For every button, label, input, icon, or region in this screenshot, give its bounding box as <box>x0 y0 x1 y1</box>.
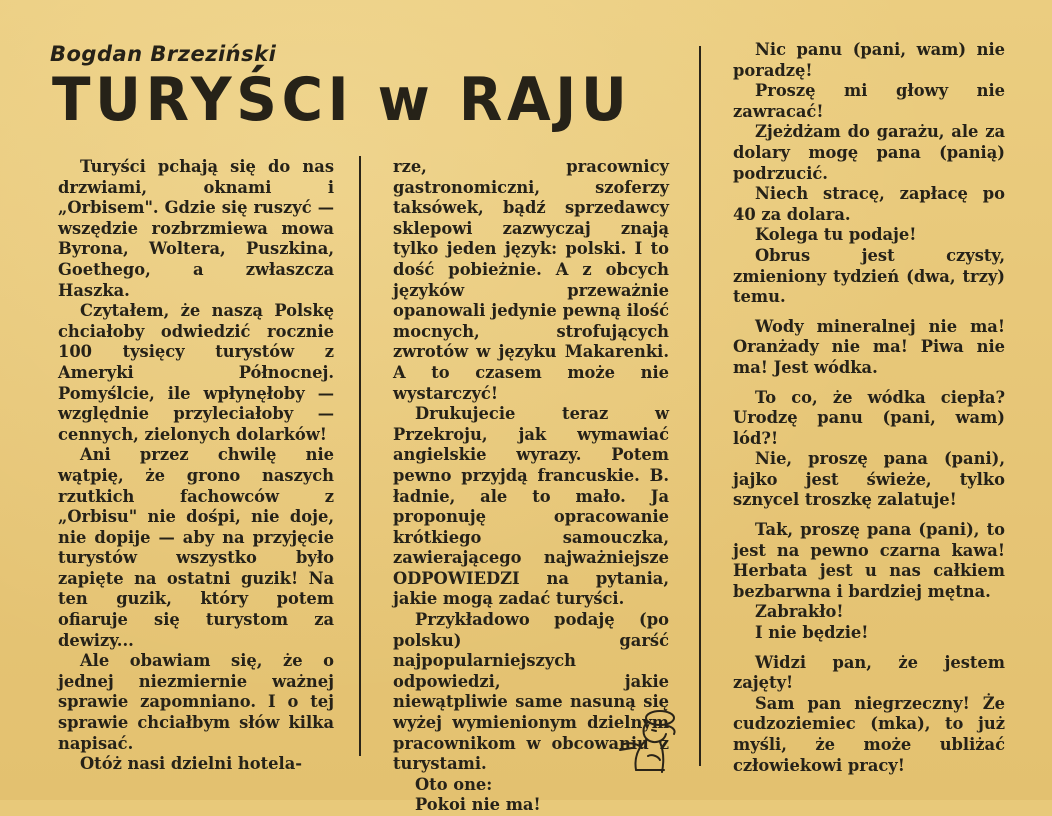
article-column-3 <box>733 40 1005 776</box>
column-divider <box>359 156 361 756</box>
phrase: Niech stracę, zapłacę po 40 za dolara. <box>733 184 1005 224</box>
phrase: Proszę mi głowy nie zawracać! <box>733 81 1005 121</box>
author-byline: Bogdan Brzeziński <box>50 42 277 66</box>
paragraph: Drukujecie teraz w Przekroju, jak wymawiać angielskie wyrazy. Potem pewno przyjdą francuskie. B. ładnie, ale to mało. Ja proponuję opracowanie krótkiego samouczka, zawierającego najważniejsze ODPOWIEDZI na pytania, jakie mogą zadać turyści. <box>393 404 669 609</box>
phrase: Zjeżdżam do garażu, ale za dolary mogę pana (panią) podrzucić. <box>733 122 1005 183</box>
paragraph: Turyści pchają się do nas drzwiami, oknami i „Orbisem". Gdzie się ruszyć — wszędzie rozbrzmiewa mowa Byrona, Woltera, Puszkina, Goethego, a zwłaszcza Haszka. <box>58 157 334 300</box>
phrase: Wody mineralnej nie ma! Oranżady nie ma! Piwa nie ma! Jest wódka. <box>733 316 1005 377</box>
paragraph: Pokoi nie ma! <box>415 795 541 815</box>
phrase: Kolega tu podaje! <box>755 225 917 245</box>
paragraph: Przykładowo podaję (po polsku) garść najpopularniejszych odpowiedzi, jakie niewątpliwie same nasuną się wyżej wymienionym dzielnym pracownikom w obcowaniu z turystami. <box>393 610 669 774</box>
article-column-1 <box>58 157 334 775</box>
phrase: I nie będzie! <box>755 623 869 643</box>
phrase: Zabrakło! <box>755 602 844 622</box>
phrase: Obrus jest czysty, zmieniony tydzień (dwa, trzy) temu. <box>733 245 1005 307</box>
phrase: Nie, proszę pana (pani), jajko jest świeże, tylko sznycel troszkę zalatuje! <box>733 449 1005 510</box>
phrase: Tak, proszę pana (pani), to jest na pewno czarna kawa! Herbata jest u nas całkiem bezbarwna i bardziej mętna. <box>733 520 1005 601</box>
phrase: To co, że wódka ciepła? Urodzę panu (pani, wam) lód?! <box>733 387 1005 448</box>
article-title: TURYŚCI w RAJU <box>52 65 632 135</box>
phrase: Widzi pan, że jestem zajęty! <box>733 652 1005 693</box>
waiter-doodle-icon <box>612 704 688 776</box>
paragraph: Ani przez chwilę nie wątpię, że grono naszych rzutkich fachowców z „Orbisu" nie dośpi, nie doje, nie dopije — aby na przyjęcie turystów wszystko było zapięte na ostatni guzik! Na ten guzik, który potem ofiaruje się turystom za dewizy... <box>58 445 334 650</box>
paragraph: Ale obawiam się, że o jednej niezmiernie ważnej sprawie zapomniano. I o tej sprawie chciałbym słów kilka napisać. <box>58 651 334 753</box>
paragraph: Czytałem, że naszą Polskę chciałoby odwiedzić rocznie 100 tysięcy turystów z Ameryki Północnej. Pomyślcie, ile wpłynęłoby — względnie przyleciałoby — cennych, zielonych dolarków! <box>58 301 334 444</box>
paragraph: Oto one: <box>415 774 493 794</box>
paragraph: Otóż nasi dzielni hotela- <box>80 754 302 774</box>
column-divider <box>699 46 701 766</box>
phrase: Nic panu (pani, wam) nie poradzę! <box>733 40 1005 80</box>
phrase: Sam pan niegrzeczny! Że cudzoziemiec (mka), to już myśli, że może ubliżać człowiekowi pracy! <box>733 693 1005 775</box>
paragraph: rze, pracownicy gastronomiczni, szoferzy taksówek, bądź sprzedawcy sklepowi zazwyczaj znają tylko jeden język: polski. I to dość pobieżnie. A z obcych języków przeważnie opanowali jedynie pewną ilość mocnych, strofujących zwrotów w języku Makarenki. A to czasem może nie wystarczyć! <box>393 157 669 403</box>
